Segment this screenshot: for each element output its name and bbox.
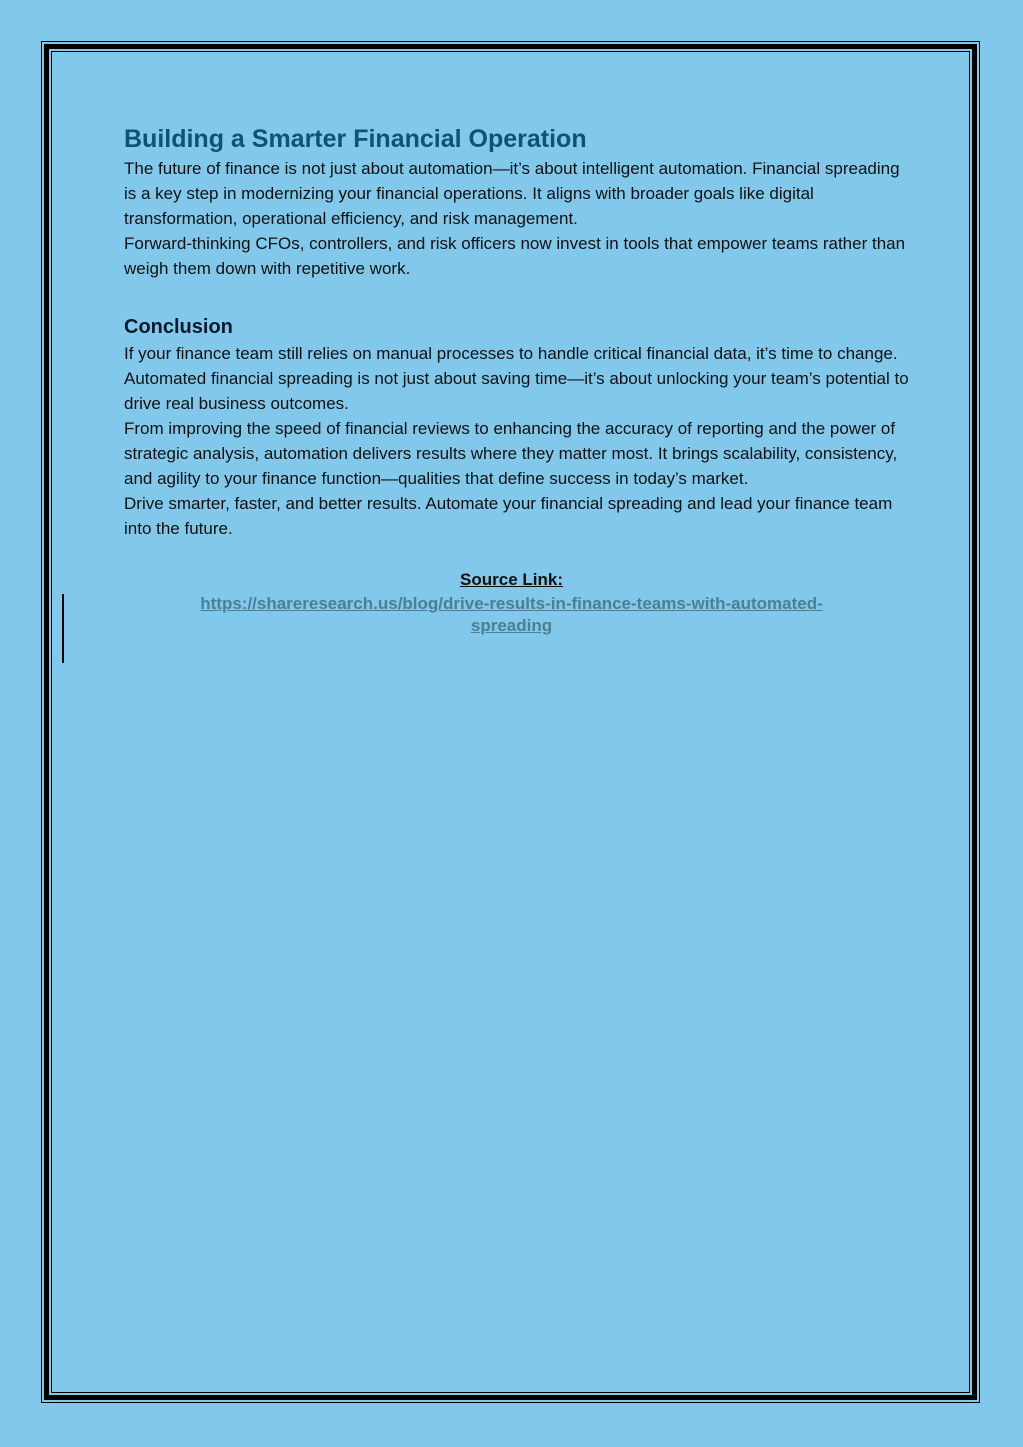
paragraph: Drive smarter, faster, and better results. Automate your financial spreading and lead your finance team into the future. — [124, 494, 893, 538]
source-label: Source Link: — [460, 570, 563, 589]
section-title: Building a Smarter Financial Operation — [124, 125, 587, 153]
paragraph: From improving the speed of financial reviews to enhancing the accuracy of reporting and the power of strategic analysis, automation delivers results where they matter most. It brings scalability, consistency, and agility to your finance function—qualities that define success in today’s market. — [124, 419, 898, 488]
document-content — [124, 122, 914, 637]
paragraph: Forward-thinking CFOs, controllers, and risk officers now invest in tools that empower teams rather than weigh them down with repetitive work. — [124, 234, 906, 278]
margin-bar — [62, 594, 64, 663]
conclusion-heading: Conclusion — [124, 316, 233, 338]
paragraph: If your finance team still relies on manual processes to handle critical financial data, it’s time to change. Automated financial spreading is not just about saving time—it’s about unlocking your team’s potential to drive real business outcomes. — [124, 344, 909, 413]
source-link[interactable]: https://shareresearch.us/blog/drive-results-in-finance-teams-with-automated-spreading — [200, 594, 823, 635]
source-block — [124, 568, 899, 637]
paragraph: The future of finance is not just about automation—it’s about intelligent automation. Financial spreading is a key step in modernizing your financial operations. It aligns with broader goals like digital transformation, operational efficiency, and risk management. — [124, 159, 900, 228]
